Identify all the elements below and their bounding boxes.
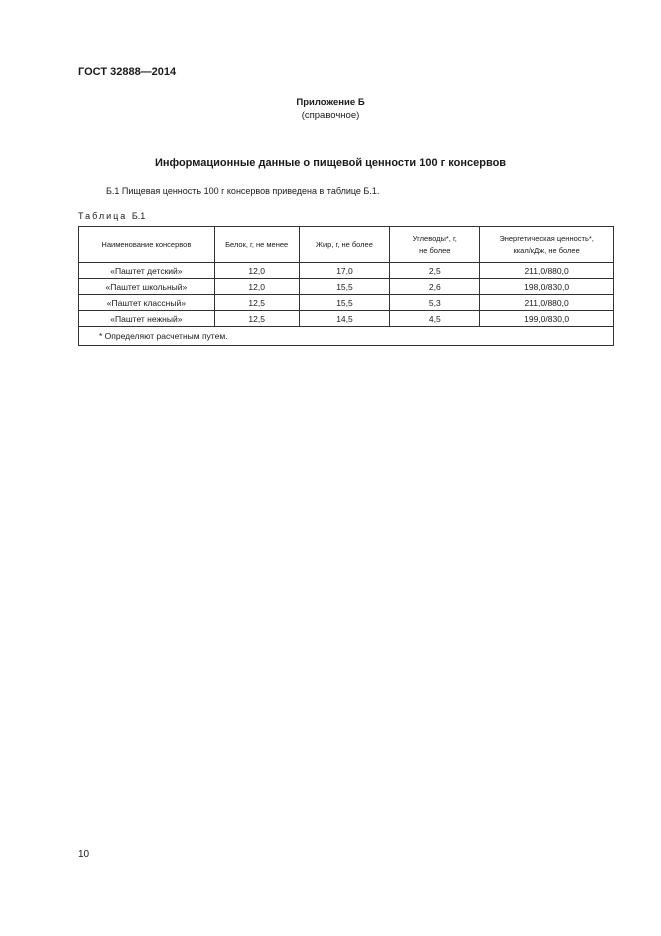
table-caption-number: Б.1 [131, 211, 146, 221]
header-line: ккал/кДж, не более [513, 245, 580, 255]
cell-fat: 14,5 [299, 311, 390, 327]
section-title: Информационные данные о пищевой ценности 100 г консервов [154, 157, 507, 169]
cell-protein: 12,0 [214, 263, 299, 279]
cell-protein: 12,0 [214, 279, 299, 295]
appendix-heading [0, 96, 661, 122]
cell-carbohydrates: 2,6 [390, 279, 480, 295]
table-row [79, 263, 614, 279]
header-line: Углеводы*, г, [412, 233, 457, 243]
cell-fat: 15,5 [299, 295, 390, 311]
header-line: Белок, г, не менее [225, 239, 289, 249]
appendix-title: Приложение Б [296, 97, 365, 108]
header-line: Энергетическая ценность*, [499, 233, 594, 243]
table-footnote: * Определяют расчетным путем. [79, 327, 614, 346]
cell-carbohydrates: 5,3 [390, 295, 480, 311]
page-number: 10 [78, 849, 90, 860]
column-header-product [79, 227, 215, 263]
cell-product: «Паштет нежный» [79, 311, 215, 327]
table-caption-label: Таблица [78, 211, 128, 221]
header-line: Жир, г, не более [316, 239, 373, 249]
cell-protein: 12,5 [214, 311, 299, 327]
table-row [79, 311, 614, 327]
cell-product: «Паштет классный» [79, 295, 215, 311]
table-footnote-row [79, 327, 614, 346]
table-row [79, 295, 614, 311]
table-row [79, 279, 614, 295]
cell-energy: 211,0/880,0 [480, 295, 614, 311]
cell-product: «Паштет детский» [79, 263, 215, 279]
column-header-protein [214, 227, 299, 263]
appendix-subtitle: (справочное) [301, 110, 360, 121]
header-line: Наименование консервов [101, 239, 192, 249]
cell-fat: 15,5 [299, 279, 390, 295]
cell-carbohydrates: 4,5 [390, 311, 480, 327]
nutrition-table [78, 226, 614, 346]
cell-energy: 199,0/830,0 [480, 311, 614, 327]
cell-protein: 12,5 [214, 295, 299, 311]
column-header-energy [480, 227, 614, 263]
cell-energy: 211,0/880,0 [480, 263, 614, 279]
header-line: не более [419, 245, 451, 255]
cell-product: «Паштет школьный» [79, 279, 215, 295]
document-standard-number: ГОСТ 32888—2014 [78, 66, 177, 78]
cell-fat: 17,0 [299, 263, 390, 279]
cell-energy: 198,0/830,0 [480, 279, 614, 295]
table-header-row [79, 227, 614, 263]
column-header-fat [299, 227, 390, 263]
column-header-carbohydrates [390, 227, 480, 263]
intro-paragraph: Б.1 Пищевая ценность 100 г консервов приведена в таблице Б.1. [106, 186, 380, 196]
cell-carbohydrates: 2,5 [390, 263, 480, 279]
table-caption [78, 211, 145, 221]
